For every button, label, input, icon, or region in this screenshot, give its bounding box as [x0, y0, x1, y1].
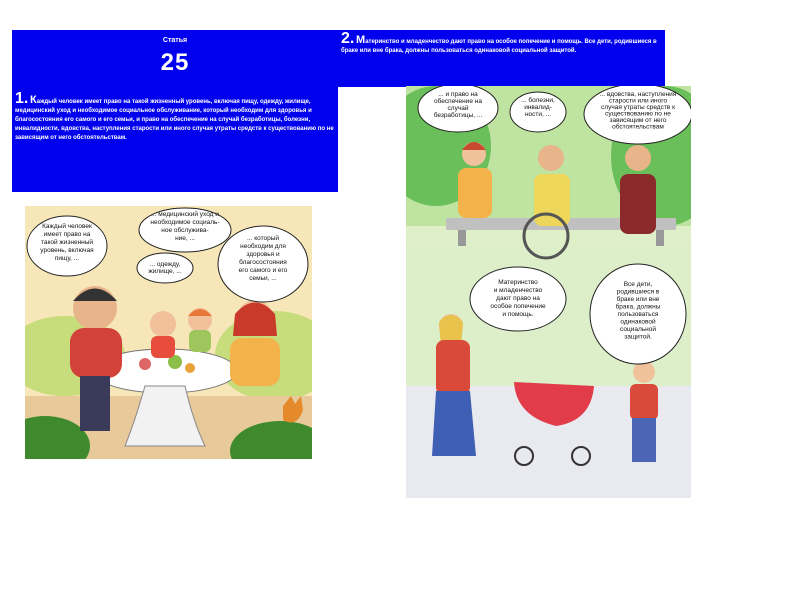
bubble-line: уровень, включая — [40, 247, 94, 254]
item-1-number: 1. — [15, 90, 29, 107]
bubble-line: браке или вне — [616, 296, 660, 303]
bubble-line: ... который — [246, 235, 280, 242]
bubble-line: Все дети, — [623, 281, 653, 288]
bubble-line: семьи, ... — [249, 275, 277, 282]
bubble-line: защитой. — [624, 333, 652, 341]
bubble-line: ... одежду, — [149, 261, 181, 268]
bubble-line: особое попечение — [490, 303, 546, 310]
right-bubble-5-text — [616, 281, 661, 341]
social-protection-drawing — [406, 86, 691, 498]
bubble-line: ... вдовства, наступления — [599, 91, 677, 98]
bubble-line: Каждый человек — [42, 223, 92, 230]
bubble-line: жилище, ... — [148, 268, 182, 275]
bubble-line: пищу, ... — [54, 255, 80, 262]
bubble-line: ние, ... — [175, 235, 195, 242]
bubble-line: родившиеся в — [616, 288, 660, 296]
left-bubble-3-text — [148, 261, 182, 275]
bubble-line: благосостояния — [239, 259, 287, 266]
bubble-line: инвалид- — [524, 104, 552, 111]
bubble-line: обеспечение на — [434, 98, 482, 105]
family-table-illustration — [25, 206, 312, 459]
article-item-2-text — [338, 30, 665, 56]
item-2-number: 2. — [341, 30, 355, 47]
article-word: Статья — [162, 37, 188, 44]
bubble-line: обстоятельствам — [612, 123, 664, 131]
item-2-body: атеринство и младенчество дают право на особое попечение и помощь. Все дети, родившиеся в браке или вне брака, должны пользоваться одинаковой социальной защитой. — [341, 39, 657, 54]
bubble-line: социальной — [620, 326, 656, 333]
bubble-line: Материнство — [498, 279, 538, 286]
article-number: 25 — [160, 49, 190, 76]
item-1-lead-letter: К — [30, 94, 37, 106]
article-item-1-block — [12, 90, 338, 192]
bubble-line: случай — [447, 105, 469, 112]
bubble-line: ... и право на — [438, 91, 478, 98]
bubble-line: имеет право на — [43, 231, 91, 238]
bubble-line: брака, должны — [615, 303, 661, 311]
bubble-line: одинаковой — [620, 318, 656, 326]
bubble-line: зависящим от него — [609, 117, 667, 124]
bubble-line: случая утраты средств к — [601, 104, 675, 111]
bubble-line: дают право на — [496, 295, 540, 302]
bubble-line: такой жизненный — [40, 239, 94, 246]
family-table-drawing — [25, 206, 312, 459]
bubble-line: ности, ... — [524, 111, 552, 118]
bubble-line: и помощь. — [502, 311, 534, 318]
bubble-line: существованию по не — [605, 110, 671, 118]
bubble-line: ... медицинский уход и — [151, 211, 219, 218]
bubble-line: необходим для — [240, 243, 286, 250]
bubble-line: ное обслужива- — [161, 227, 209, 234]
social-protection-illustration — [406, 86, 691, 498]
bubble-line: старости или иного — [608, 97, 668, 105]
item-2-lead-letter: М — [356, 34, 366, 46]
right-bubble-2-text — [521, 96, 555, 118]
bubble-line: его самого и его — [238, 267, 288, 274]
item-1-body: аждый человек имеет право на такой жизненный уровень, включая пищу, одежду, жилище, медицинский уход и необходимое социальное обслуживание, который необходим для здоровья и благосостояния его самого и его семьи, и право на обеспечение на случай безработицы, болезни, инвалидности, вдовства, наступления старости или иного случая утраты средств к существованию по не зависящим от него обстоятельствам. — [15, 99, 334, 141]
article-heading-block — [12, 30, 338, 92]
bubble-line: безработицы, ... — [433, 112, 483, 119]
article-item-1-text — [12, 90, 338, 143]
article-item-2-block — [338, 30, 665, 87]
bubble-line: необходимое социаль- — [150, 219, 220, 226]
bubble-line: ... болезни, — [521, 97, 555, 104]
bubble-line: здоровья и — [246, 251, 280, 258]
bubble-line: пользоваться — [617, 311, 659, 318]
bubble-line: и младенчество — [493, 287, 543, 294]
